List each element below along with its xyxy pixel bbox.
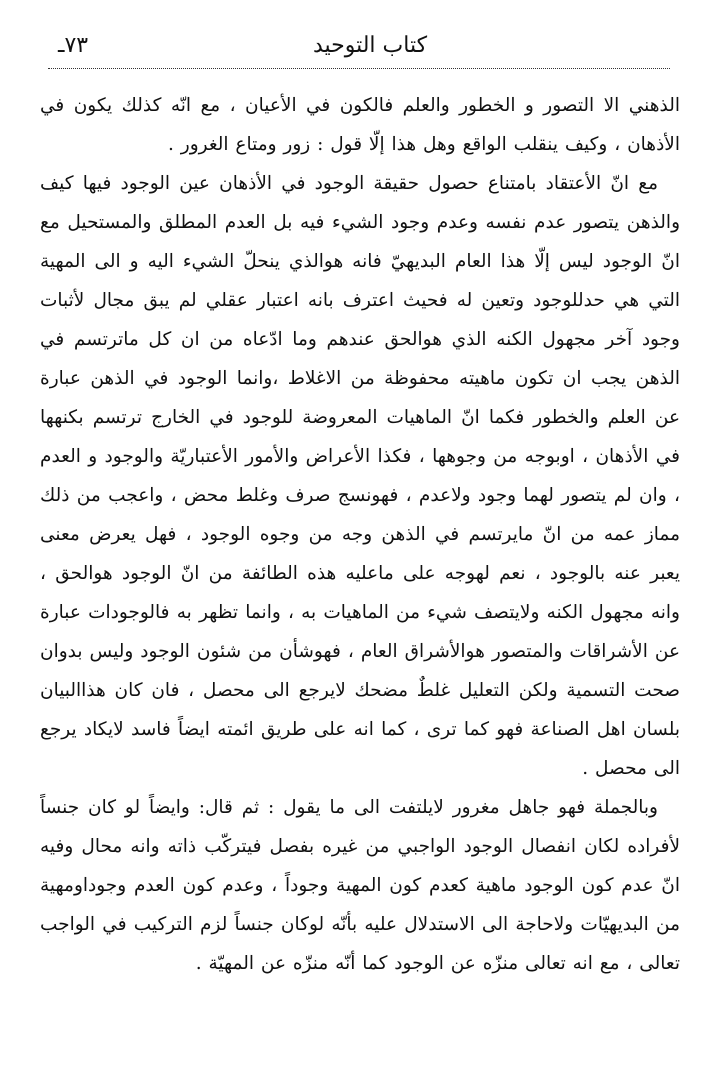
page-number: ٧٣ـ: [58, 33, 89, 58]
paragraph: وبالجملة فهو جاهل مغرور لايلتفت الى ما يقول : ثم قال: وايضاً لو كان جنساً لأفراده لكان انفصال الوجود الواجبي من غيره بفصل فيتركّب ذاته وانه محال وفيه انّ عدم كون الوجود ماهية كعدم كون المهية وجوداً ، وعدم كون العدم وجوداومهية من البديهيّات ولاحاجة الى الاستدلال عليه بأنّه لوكان جنساً لزم التركيب في الواجب تعالى ، مع انه تعالى منزّه عن الوجود كما أنّه منزّه عن المهيّة .: [40, 797, 680, 974]
paragraph: مع انّ الأعتقاد بامتناع حصول حقيقة الوجود في الأذهان عين الوجود فيها كيف والذهن يتصور عدم نفسه وعدم وجود الشيء فيه بل العدم المطلق والمستحيل مع انّ الوجود ليس إلّا هذا العام البديهيّ فانه هوالذي ينحلّ الشيء اليه و الى المهية التي هي حدللوجود وتعين له فحيث اعترف بانه اعتبار عقلي لم يبق مجال لأثبات وجود آخر مجهول الكنه الذي هوالحق عندهم وما ادّعاه من ان كل ماترتسم في الذهن يجب ان تكون ماهيته محفوظة من الاغلاط ،وانما الوجود في الذهن عبارة عن العلم والخطور فكما انّ الماهيات المعروضة للوجود في الخارج ترتسم بكنهها في الأذهان ، اوبوجه من وجوهها ، فكذا الأعراض والأمور الأعتباريّة والوجود و العدم ، وان لم يتصور لهما وجود ولاعدم ، فهونسج صرف وغلط محض ، واعجب من ذلك مماز عمه من انّ مايرتسم في الذهن وجه من وجوه الوجود ، فهل يعرض معنى يعبر عنه بالوجود ، نعم لهوجه على ماعليه هذه الطائفة من انّ الوجود هوالحق ، وانه مجهول الكنه ولايتصف شيء من الماهيات به ، وانما تظهر به فالوجودات عبارة عن الأشراقات والمتصور هوالأشراق العام ، فهوشأن من شئون الوجود وليس بدوان صحت التسمية ولكن التعليل غلطٌ مضحك لايرجع الى محصل ، فان كان هذاالبيان بلسان اهل الصناعة فهو كما ترى ، كما انه على طريق ائمته ايضاً فاسد لايكاد يرجع الى محصل .: [40, 173, 680, 779]
header-divider: [48, 68, 670, 69]
paragraph: الذهني الا التصور و الخطور والعلم فالكون في الأعيان ، مع انّه كذلك يكون في الأذهان ، وكيف ينقلب الواقع وهل هذا إلّا قول : زور ومتاع الغرور .: [40, 95, 680, 155]
body-text: [40, 86, 680, 1046]
running-title: كتاب التوحيد: [312, 33, 428, 58]
